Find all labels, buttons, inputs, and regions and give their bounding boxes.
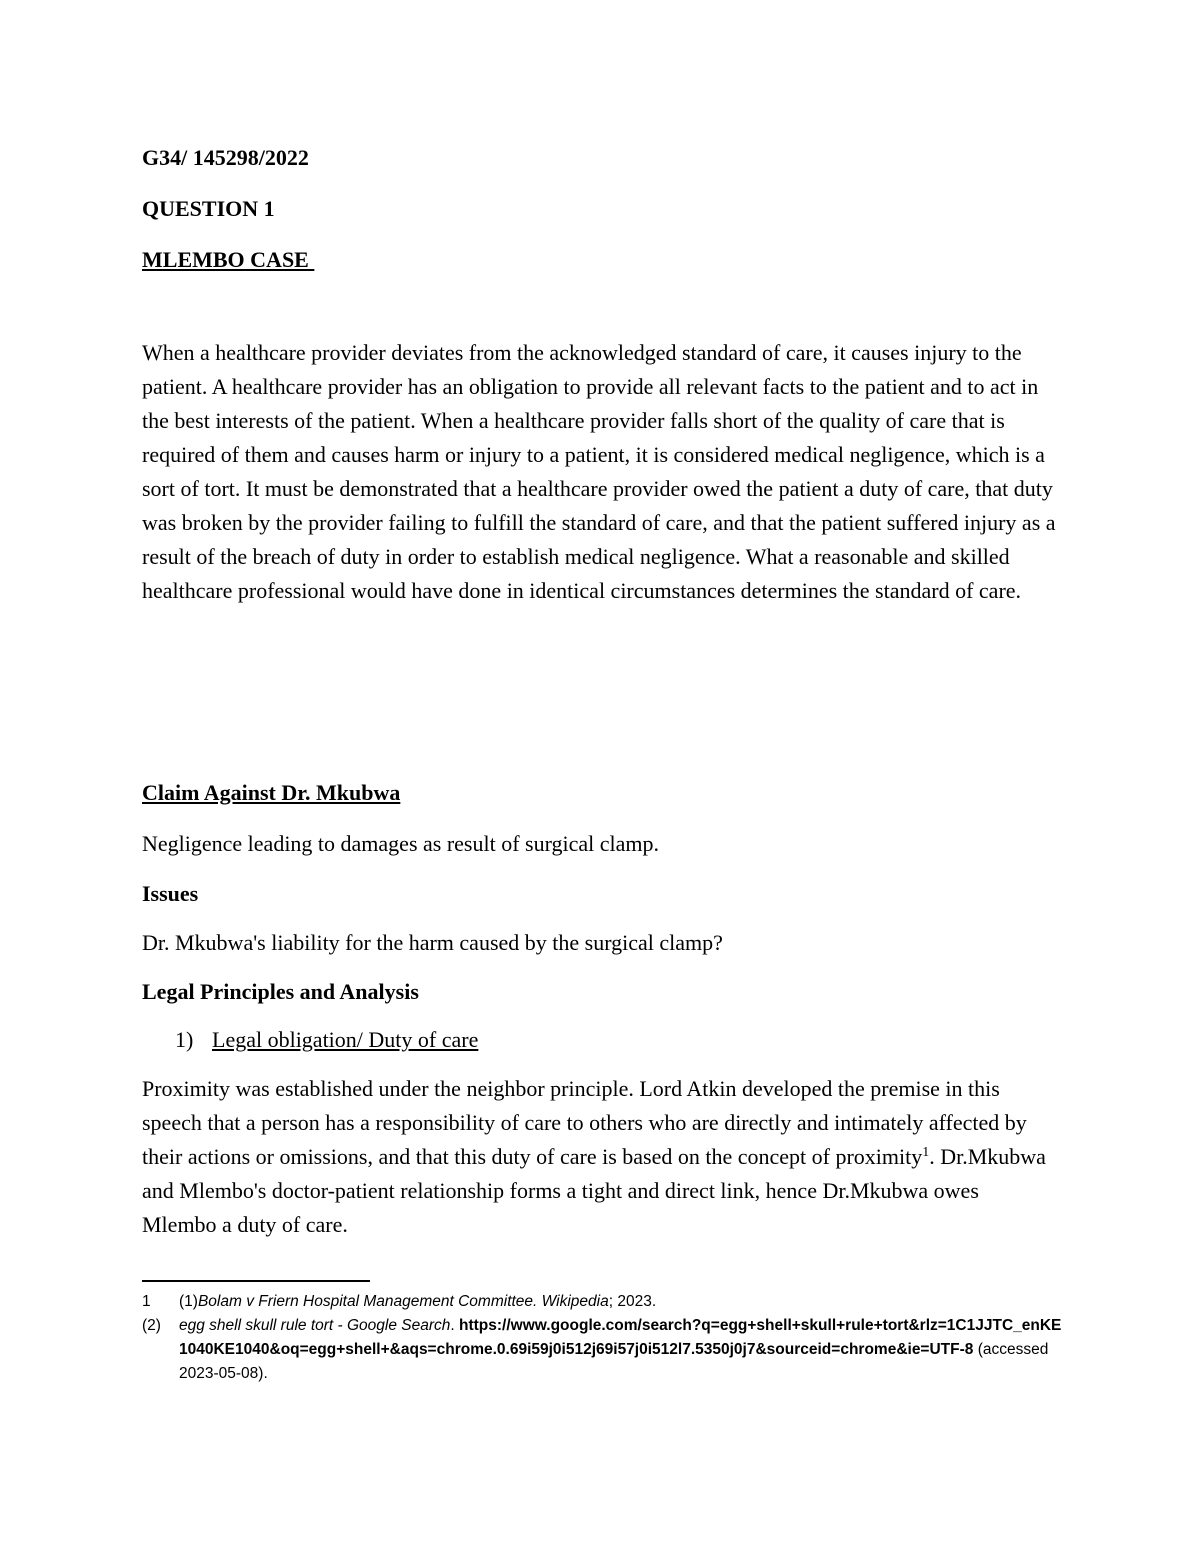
claim-title: Claim Against Dr. Mkubwa: [142, 780, 401, 805]
issue-question: Dr. Mkubwa's liability for the harm caused by the surgical clamp?: [142, 930, 723, 955]
footnote-mark: (2): [142, 1317, 161, 1334]
document-id: G34/ 145298/2022: [142, 145, 309, 170]
paragraph-text-part2: . Dr.Mkubwa and Mlembo's doctor-patient relationship forms a tight and direct link, hence Dr.Mkubwa owes Mlembo a duty of care.: [142, 1144, 1046, 1237]
intro-paragraph: When a healthcare provider deviates from the acknowledged standard of care, it causes injury to the patient. A healthcare provider has an obligation to provide all relevant facts to the patient and to act in the best interests of the patient. When a healthcare provider falls short of the quality of care that is required of them and causes harm or injury to a patient, it is considered medical negligence, which is a sort of tort. It must be demonstrated that a healthcare provider owed the patient a duty of care, that duty was broken by the provider failing to fulfill the standard of care, and that the patient suffered injury as a result of the breach of duty in order to establish medical negligence. What a reasonable and skilled healthcare professional would have done in identical circumstances determines the standard of care.: [142, 340, 1056, 603]
list-item: [175, 1025, 478, 1055]
legal-principles-heading: Legal Principles and Analysis: [142, 979, 419, 1004]
footnote-title: Bolam v Friern Hospital Management Committee. Wikipedia: [197, 1293, 609, 1310]
footnote-2: [142, 1314, 1062, 1386]
footnote-suffix: (accessed 2023-05-08).: [179, 1341, 1049, 1382]
claim-text: Negligence leading to damages as result of surgical clamp.: [142, 831, 660, 856]
issues-heading: Issues: [142, 881, 199, 906]
footnote-separator: [142, 1280, 370, 1282]
list-text: Legal obligation/ Duty of care: [212, 1027, 479, 1052]
footnote-url-link[interactable]: https://www.google.com/search?q=egg+shell+skull+rule+tort&rlz=1C1JJTC_enKE1040KE1040&oq=egg+shell+&aqs=chrome.0.69i59j0i512j69i57j0i512l7.5350j0j7&sourceid=chrome&ie=UTF-8: [179, 1317, 1062, 1358]
footnote-separator-text: .: [450, 1317, 460, 1334]
footnote-1: [142, 1290, 1062, 1314]
duty-of-care-paragraph: [142, 1072, 1057, 1242]
footnote-prefix: (1): [179, 1293, 198, 1310]
list-number: 1): [175, 1027, 194, 1052]
footnote-mark: 1: [142, 1293, 151, 1310]
footnote-suffix: ; 2023.: [608, 1293, 657, 1310]
footnote-title: egg shell skull rule tort - Google Search: [179, 1317, 451, 1334]
question-heading: QUESTION 1: [142, 196, 275, 221]
footnotes: [142, 1290, 1062, 1386]
footnote-reference[interactable]: 1: [922, 1145, 930, 1160]
paragraph-text-part1: Proximity was established under the neighbor principle. Lord Atkin developed the premise in this speech that a person has a responsibility of care to others who are directly and intimately affected by their actions or omissions, and that this duty of care is based on the concept of proximity: [142, 1076, 1027, 1169]
document-page: [142, 0, 1062, 1553]
case-title: MLEMBO CASE: [142, 247, 315, 272]
